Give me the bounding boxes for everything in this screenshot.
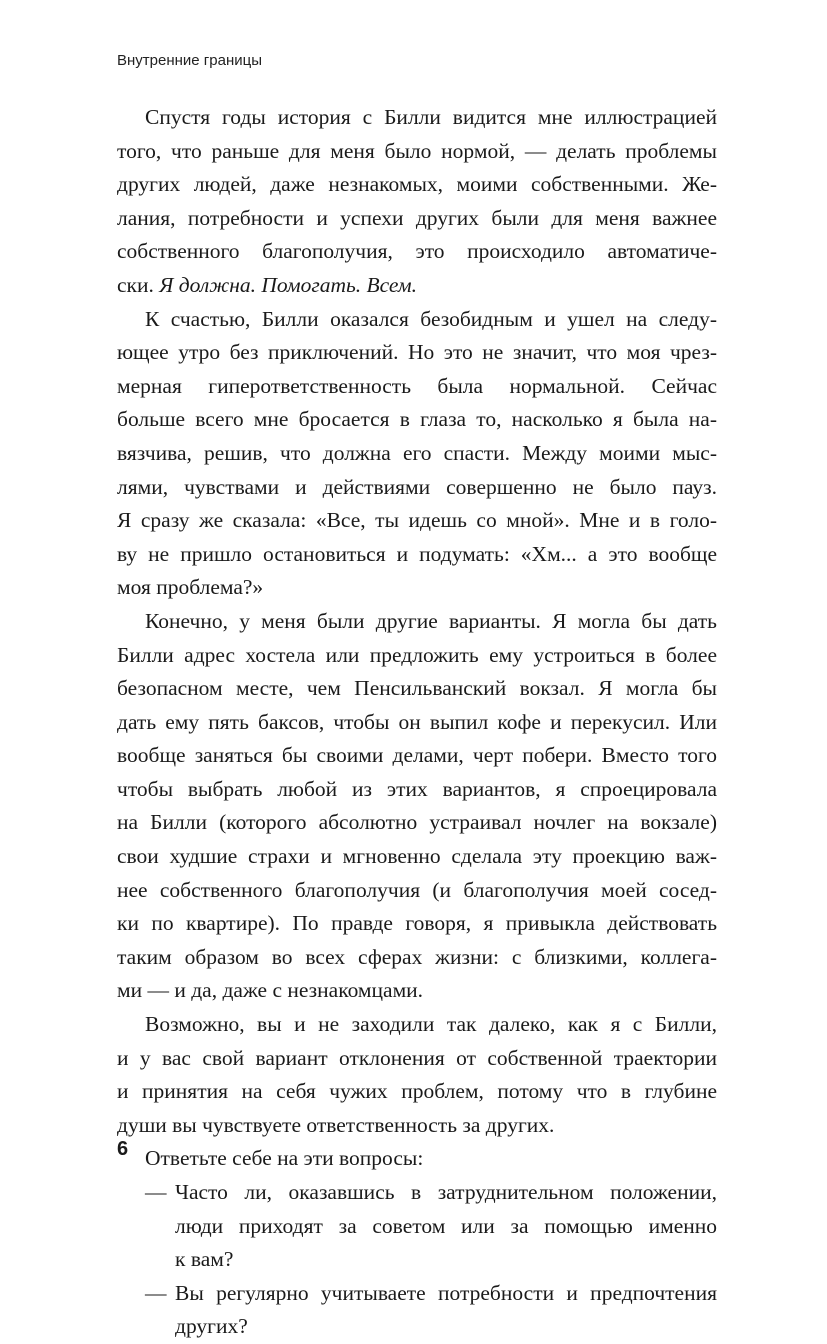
text-line: Возможно, вы и не заходили так далеко, как я с Билли, [145, 1012, 717, 1037]
text-line: к вам? [175, 1247, 234, 1272]
list-item [117, 1277, 717, 1344]
list-item [117, 1176, 717, 1277]
text-line: свои худшие страхи и мгновенно сделала эту проекцию важ- [117, 844, 717, 869]
text-line: Я сразу же сказала: «Все, ты идешь со мной». Мне и в голо- [117, 508, 717, 533]
list-dash: — [145, 1280, 167, 1305]
text-line: Конечно, у меня были другие варианты. Я могла бы дать [145, 608, 717, 633]
text-line: ву не пришло остановиться и подумать: «Хм... а это вообще [117, 541, 717, 566]
paragraph [117, 605, 717, 1008]
text-line: лания, потребности и успехи других были для меня важнее [117, 205, 717, 230]
text-line: Часто ли, оказавшись в затруднительном положении, [175, 1180, 717, 1204]
list-dash: — [145, 1180, 167, 1204]
paragraph [117, 1142, 717, 1176]
text-line: таким образом во всех сферах жизни: с близкими, коллега- [117, 944, 717, 969]
text-line: ми — и да, даже с незнакомцами. [117, 978, 424, 1003]
text-line: люди приходят за советом или за помощью именно [175, 1213, 717, 1238]
question-list [117, 1176, 717, 1344]
paragraph [117, 1008, 717, 1142]
text-line: Билли адрес хостела или предложить ему устроиться в более [117, 642, 717, 667]
text-line: других? [175, 1314, 248, 1339]
italic-emphasis: Я должна. Помогать. Всем. [159, 272, 418, 297]
text-line: К счастью, Билли оказался безобидным и ушел на следу- [145, 306, 717, 331]
paragraph [117, 303, 717, 605]
text-line: вообще заняться бы своими делами, черт побери. Вместо того [117, 743, 717, 768]
text-line: и у вас свой вариант отклонения от собственной траектории [117, 1045, 717, 1070]
list-item-text [175, 1176, 717, 1277]
text-line: других людей, даже незнакомых, моими собственными. Же- [117, 172, 717, 197]
text-line: того, что раньше для меня было нормой, — делать проблемы [117, 138, 717, 163]
paragraph [117, 101, 717, 303]
body-text [117, 101, 717, 1344]
text-line: Ответьте себе на эти вопросы: [145, 1146, 424, 1171]
text-line: Вы регулярно учитываете потребности и предпочтения [175, 1280, 717, 1305]
text-line: мерная гиперответственность была нормальной. Сейчас [117, 373, 717, 398]
text-fragment: ски. [117, 272, 160, 297]
text-line: вязчива, решив, что должна его спасти. Между моими мыс- [117, 440, 717, 465]
text-line: нее собственного благополучия (и благополучия моей сосед- [117, 877, 717, 902]
text-line: и принятия на себя чужих проблем, потому что в глубине [117, 1079, 717, 1104]
text-line: ющее утро без приключений. Но это не значит, что моя чрез- [117, 340, 717, 365]
text-line: дать ему пять баксов, чтобы он выпил кофе и перекусил. Или [117, 709, 717, 734]
text-line: на Билли (которого абсолютно устраивал ночлег на вокзале) [117, 810, 717, 835]
text-line: чтобы выбрать любой из этих вариантов, я спроецировала [117, 776, 717, 801]
text-line: моя проблема?» [117, 575, 264, 600]
text-line: собственного благополучия, это происходило автоматиче- [117, 239, 717, 264]
list-item-text [175, 1277, 717, 1344]
running-title: Внутренние границы [117, 52, 262, 69]
text-line: души вы чувствуете ответственность за других. [117, 1112, 555, 1137]
text-line: Спустя годы история с Билли видится мне иллюстрацией [145, 105, 717, 129]
text-line [117, 269, 717, 303]
text-line: безопасном месте, чем Пенсильванский вокзал. Я могла бы [117, 676, 717, 701]
text-line: больше всего мне бросается в глаза то, насколько я была на- [117, 407, 717, 432]
page-number: 6 [117, 1138, 129, 1160]
text-line: лями, чувствами и действиями совершенно не было пауз. [117, 474, 717, 499]
text-line: ки по квартире). По правде говоря, я привыкла действовать [117, 911, 717, 936]
